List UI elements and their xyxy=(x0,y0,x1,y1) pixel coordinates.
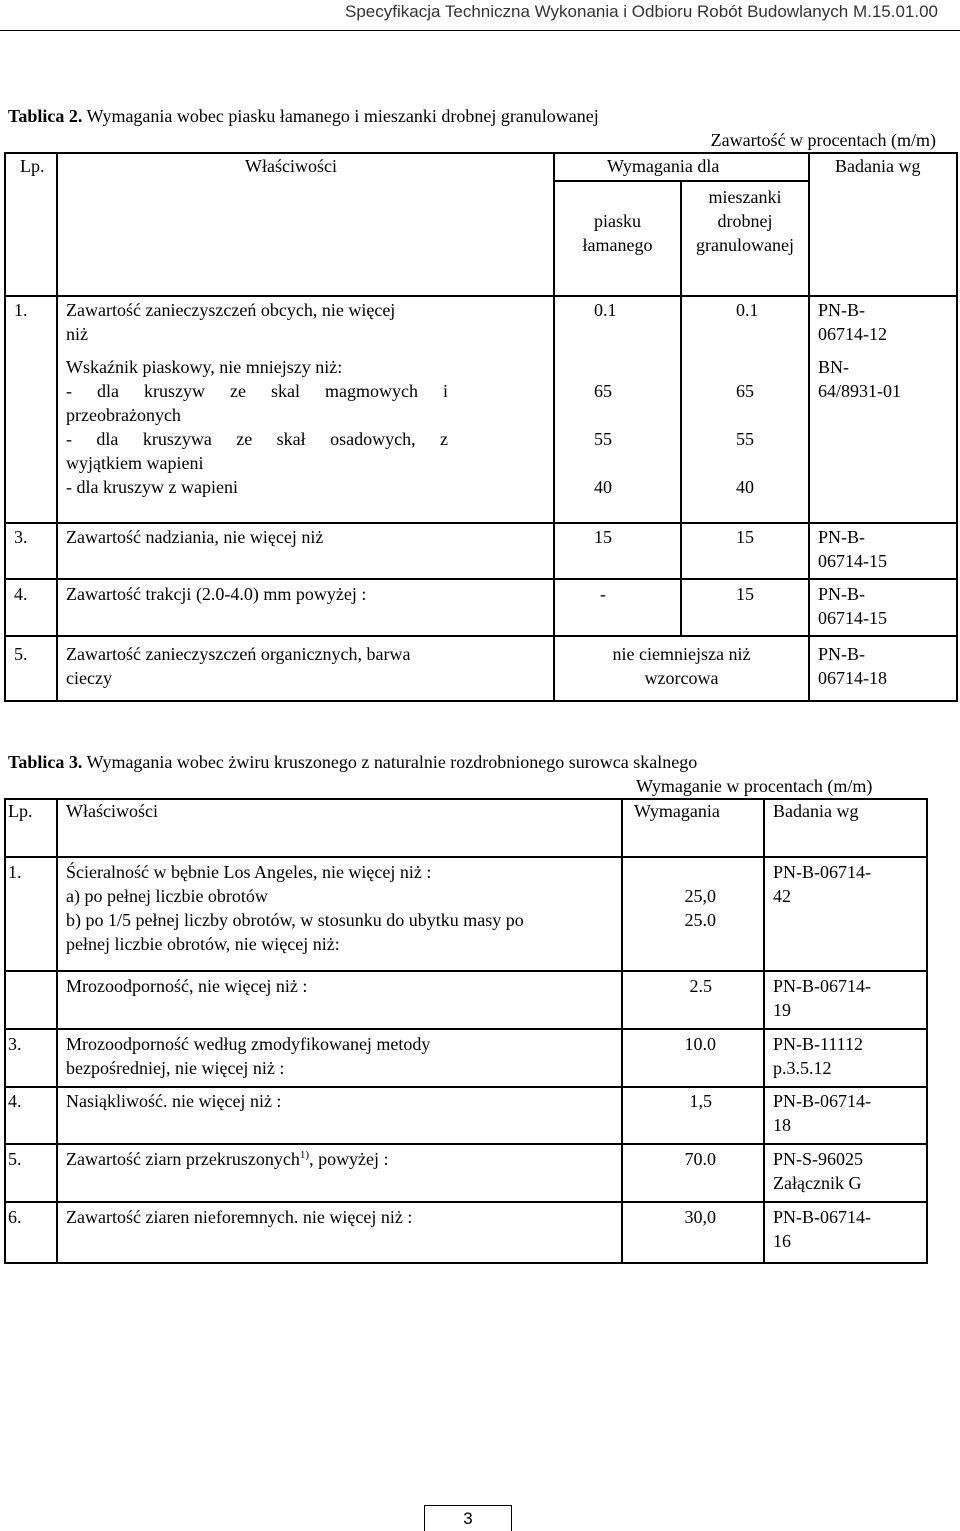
table3-row6-value: 30,0 xyxy=(684,1207,716,1227)
table2-row1-sand: 0.1 xyxy=(594,300,617,320)
table2-row4-sand: - xyxy=(600,584,606,604)
table2-col-lp xyxy=(56,152,58,702)
table2-row2-property: Wskaźnik piaskowy, nie mniejszy niż: - dla kruszyw ze skal magmowych i przeobrażonych - dla kruszywa ze skał osadowych, z wyjątkiem wapieni - dla kruszyw z wapieni xyxy=(66,357,448,497)
table3-row4-bottom xyxy=(4,1143,928,1145)
table2-header-lp: Lp. xyxy=(20,156,45,176)
table3-row5-lp: 5. xyxy=(8,1149,22,1169)
table2-row2-mix-1: 65 xyxy=(736,381,754,401)
table3-header-tests: Badania wg xyxy=(773,801,859,821)
table3-row5-property: Zawartość ziarn przekruszonych$^{1)}$, powyżej : xyxy=(66,1149,389,1169)
table2-header-requirements: Wymagania dla xyxy=(607,156,720,176)
table3-row2-test: PN-B-06714- 19 xyxy=(773,976,871,1020)
table3-row4-property: Nasiąkliwość. nie więcej niż : xyxy=(66,1091,282,1111)
table2-row2-mix-2: 55 xyxy=(736,429,754,449)
table2-row1-mix: 0.1 xyxy=(736,300,759,320)
table2-row3-bottom xyxy=(4,578,958,580)
table2-row5-lp: 5. xyxy=(14,644,28,664)
table3-row4-test: PN-B-06714- 18 xyxy=(773,1091,871,1135)
table2-border-right xyxy=(956,152,958,702)
table3-row1-bottom xyxy=(4,970,928,972)
table2-row5-property: Zawartość zanieczyszczeń organicznych, barwa cieczy xyxy=(66,644,411,688)
table2-row2-bottom xyxy=(4,522,958,524)
header-rule xyxy=(0,30,960,31)
table2-border-bottom xyxy=(4,700,958,702)
table2-unit-note: Zawartość w procentach (m/m) xyxy=(710,130,936,150)
table3-border-left xyxy=(4,798,6,1264)
table3-border-right xyxy=(926,798,928,1264)
table3-row2-bottom xyxy=(4,1028,928,1030)
table3-header-lp: Lp. xyxy=(8,801,33,821)
table2-row5-requirement: nie ciemniejsza niż wzorcowa xyxy=(612,644,751,688)
table2-row4-mix: 15 xyxy=(736,584,754,604)
table3-col-lp xyxy=(56,798,58,1264)
table2-row3-property: Zawartość nadziania, nie więcej niż xyxy=(66,527,324,547)
table3-col-value xyxy=(763,798,765,1264)
table3-border-bottom xyxy=(4,1262,928,1264)
table2-row4-lp: 4. xyxy=(14,584,28,604)
page-number: 3 xyxy=(463,1509,473,1528)
table3-row5-test: PN-S-96025 Załącznik G xyxy=(773,1149,864,1193)
table3-row2-property: Mrozoodporność, nie więcej niż : xyxy=(66,976,308,996)
table3-caption-text: Wymagania wobec żwiru kruszonego z naturalnie rozdrobnionego surowca skalnego xyxy=(82,752,698,772)
table2-row2-sand-1: 65 xyxy=(594,381,612,401)
table2-header-bottom xyxy=(4,295,958,297)
table2-row3-sand: 15 xyxy=(594,527,612,547)
table3-col-prop xyxy=(621,798,623,1264)
table2-row3-lp: 3. xyxy=(14,527,28,547)
table3-caption xyxy=(8,752,697,773)
table2-row1-lp: 1. xyxy=(14,300,28,320)
running-header: Specyfikacja Techniczna Wykonania i Odbioru Robót Budowlanych M.15.01.00 xyxy=(345,2,938,21)
table3-row1-value: 25,0 25.0 xyxy=(684,886,716,930)
table3-caption-label: Tablica 3. xyxy=(8,752,83,772)
table2-row3-test: PN-B- 06714-15 xyxy=(818,527,887,571)
table2-row2-sand-2: 55 xyxy=(594,429,612,449)
table3-unit-note: Wymaganie w procentach (m/m) xyxy=(636,776,873,796)
table3-row6-property: Zawartość ziaren nieforemnych. nie więcej niż : xyxy=(66,1207,413,1227)
table2-caption xyxy=(8,106,599,127)
table3-row2-value: 2.5 xyxy=(689,976,712,996)
table3-header-bottom xyxy=(4,856,928,858)
table2-caption-label: Tablica 2. xyxy=(8,106,83,126)
table2-row4-property: Zawartość trakcji (2.0-4.0) mm powyżej : xyxy=(66,584,367,604)
table3-border-top xyxy=(4,798,928,800)
table2-header-tests: Badania wg xyxy=(835,156,921,176)
table3-header-property: Właściwości xyxy=(66,801,158,821)
table3-header-requirements: Wymagania xyxy=(634,801,720,821)
table3-row6-lp: 6. xyxy=(8,1207,22,1227)
table3-row1-lp: 1. xyxy=(8,862,22,882)
table2-border-left xyxy=(4,152,6,702)
table2-row4-test: PN-B- 06714-15 xyxy=(818,584,887,628)
table3-row3-property: Mrozoodporność według zmodyfikowanej metody bezpośredniej, nie więcej niż : xyxy=(66,1034,431,1078)
table2-header-sand: piasku łamanego xyxy=(582,211,653,255)
table2-row1-property: Zawartość zanieczyszczeń obcych, nie więcej niż xyxy=(66,300,396,344)
table3-row1-property: Ścieralność w bębnie Los Angeles, nie więcej niż : a) po pełnej liczbie obrotów b) po 1/5 pełnej liczby obrotów, w stosunku do ubytku masy po pełnej liczbie obrotów, nie więcej niż: xyxy=(66,862,524,954)
table2-col-mix xyxy=(808,152,810,702)
table3-row3-bottom xyxy=(4,1086,928,1088)
table3-row1-test: PN-B-06714- 42 xyxy=(773,862,871,906)
footnote-marker: 1) xyxy=(299,1149,310,1161)
table3-row6-test: PN-B-06714- 16 xyxy=(773,1207,871,1251)
table2-row2-test: BN- 64/8931-01 xyxy=(818,357,901,401)
table3-row3-value: 10.0 xyxy=(684,1034,716,1054)
table2-header-mix: mieszanki drobnej granulowanej xyxy=(696,187,794,255)
table2-row5-test: PN-B- 06714-18 xyxy=(818,644,887,688)
table3-row5-bottom xyxy=(4,1201,928,1203)
table2-row2-mix-3: 40 xyxy=(736,477,754,497)
table2-row3-mix: 15 xyxy=(736,527,754,547)
table2-header-property: Właściwości xyxy=(245,156,337,176)
table3-row3-test: PN-B-11112 p.3.5.12 xyxy=(773,1034,863,1078)
table2-row1-test: PN-B- 06714-12 xyxy=(818,300,887,344)
table3-row4-lp: 4. xyxy=(8,1091,22,1111)
table3-row5-value: 70.0 xyxy=(684,1149,716,1169)
table2-row4-bottom xyxy=(4,635,958,637)
table2-caption-text: Wymagania wobec piasku łamanego i mieszanki drobnej granulowanej xyxy=(82,106,599,126)
table2-border-top xyxy=(4,152,958,154)
table2-row2-sand-3: 40 xyxy=(594,477,612,497)
table3-row4-value: 1,5 xyxy=(689,1091,712,1111)
table3-row3-lp: 3. xyxy=(8,1034,22,1054)
